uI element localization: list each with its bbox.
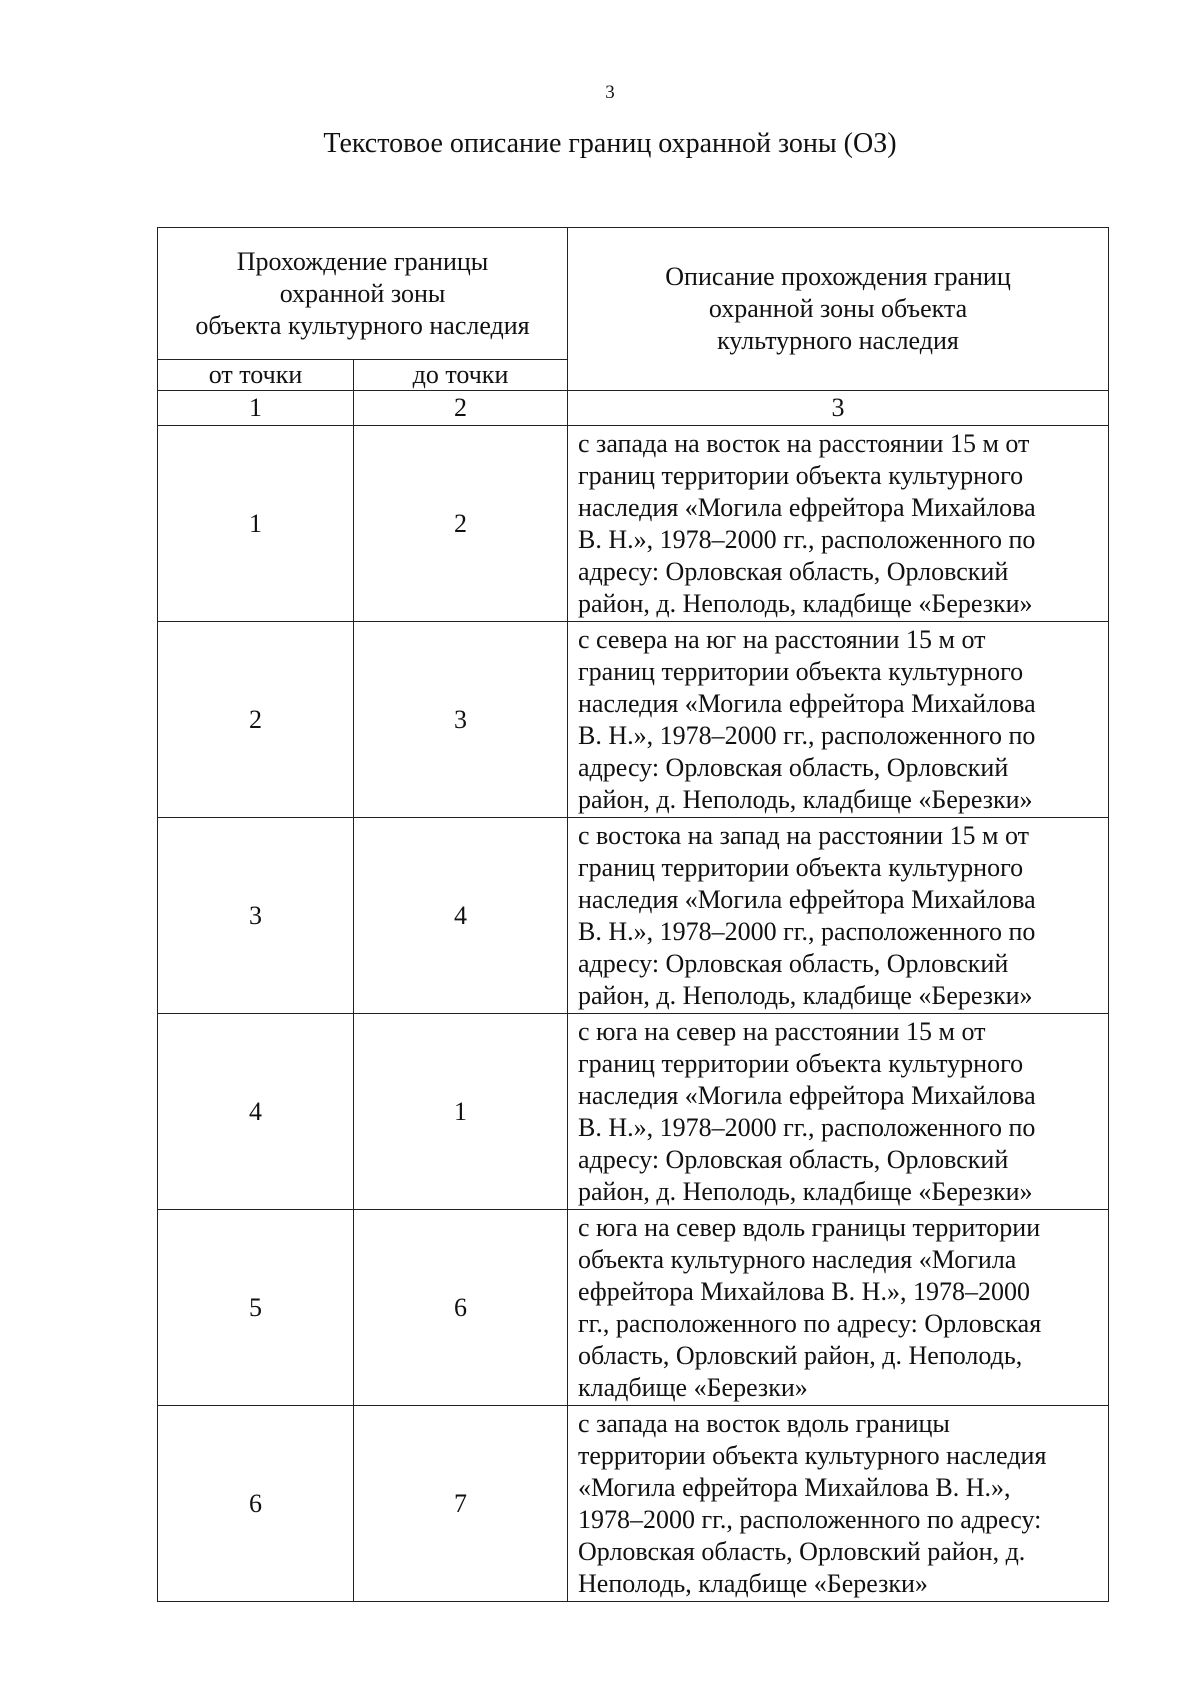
table-row	[158, 1406, 1109, 1602]
boundary-table	[157, 227, 1109, 1602]
table-row	[158, 818, 1109, 1014]
description-line: границ территории объекта культурного	[578, 1049, 1024, 1078]
description-line: 1978–2000 гг., расположенного по адресу:	[578, 1505, 1042, 1534]
header-boundary-passage	[158, 228, 568, 360]
description-line: наследия «Могила ефрейтора Михайлова	[578, 689, 1036, 718]
header-group-line-3: объекта культурного наследия	[195, 310, 530, 340]
description-line: Неполодь, кладбище «Березки»	[578, 1569, 928, 1598]
description-cell	[568, 818, 1109, 1014]
to-point-cell: 3	[354, 622, 568, 818]
table-row	[158, 622, 1109, 818]
table-row	[158, 1210, 1109, 1406]
from-point-cell: 6	[158, 1406, 354, 1602]
to-point-cell: 2	[354, 426, 568, 622]
description-line: гг., расположенного по адресу: Орловская	[578, 1309, 1042, 1338]
description-line: с запада на восток вдоль границы	[578, 1409, 950, 1438]
description-line: В. Н.», 1978–2000 гг., расположенного по	[578, 1113, 1036, 1142]
description-line: наследия «Могила ефрейтора Михайлова	[578, 1081, 1036, 1110]
description-cell	[568, 1210, 1109, 1406]
description-line: В. Н.», 1978–2000 гг., расположенного по	[578, 917, 1036, 946]
description-line: район, д. Неполодь, кладбище «Березки»	[578, 981, 1033, 1010]
description-cell	[568, 426, 1109, 622]
description-line: В. Н.», 1978–2000 гг., расположенного по	[578, 525, 1036, 554]
header-group-line-2: охранной зоны	[279, 278, 446, 308]
header-desc-line-3: культурного наследия	[717, 326, 959, 355]
column-number-1: 1	[158, 391, 354, 426]
header-to-point: до точки	[354, 360, 568, 391]
description-line: наследия «Могила ефрейтора Михайлова	[578, 493, 1036, 522]
description-line: район, д. Неполодь, кладбище «Березки»	[578, 785, 1033, 814]
header-description	[568, 228, 1109, 391]
description-line: границ территории объекта культурного	[578, 461, 1024, 490]
to-point-cell: 4	[354, 818, 568, 1014]
description-line: территории объекта культурного наследия	[578, 1441, 1047, 1470]
description-line: адресу: Орловская область, Орловский	[578, 1145, 1009, 1174]
description-line: наследия «Могила ефрейтора Михайлова	[578, 885, 1036, 914]
page-title: Текстовое описание границ охранной зоны (ОЗ)	[323, 128, 897, 159]
to-point-cell: 1	[354, 1014, 568, 1210]
description-line: с запада на восток на расстоянии 15 м от	[578, 429, 1030, 458]
description-line: «Могила ефрейтора Михайлова В. Н.»,	[578, 1473, 1011, 1502]
description-line: ефрейтора Михайлова В. Н.», 1978–2000	[578, 1277, 1030, 1306]
description-cell	[568, 622, 1109, 818]
description-line: адресу: Орловская область, Орловский	[578, 949, 1009, 978]
from-point-cell: 5	[158, 1210, 354, 1406]
description-line: адресу: Орловская область, Орловский	[578, 557, 1009, 586]
from-point-cell: 4	[158, 1014, 354, 1210]
from-point-cell: 1	[158, 426, 354, 622]
description-line: границ территории объекта культурного	[578, 853, 1024, 882]
from-point-cell: 2	[158, 622, 354, 818]
description-line: район, д. Неполодь, кладбище «Березки»	[578, 589, 1033, 618]
table-row	[158, 1014, 1109, 1210]
description-cell	[568, 1014, 1109, 1210]
to-point-cell: 6	[354, 1210, 568, 1406]
column-number-2: 2	[354, 391, 568, 426]
description-line: В. Н.», 1978–2000 гг., расположенного по	[578, 721, 1036, 750]
header-desc-line-2: охранной зоны объекта	[708, 294, 968, 323]
header-desc-line-1: Описание прохождения границ	[665, 262, 1011, 291]
description-line: Орловская область, Орловский район, д.	[578, 1537, 1026, 1566]
description-line: объекта культурного наследия «Могила	[578, 1245, 1017, 1274]
description-line: с севера на юг на расстоянии 15 м от	[578, 625, 986, 654]
description-cell	[568, 1406, 1109, 1602]
description-line: адресу: Орловская область, Орловский	[578, 753, 1009, 782]
column-number-3: 3	[568, 391, 1109, 426]
description-line: кладбище «Березки»	[578, 1373, 808, 1402]
description-line: область, Орловский район, д. Неполодь,	[578, 1341, 1023, 1370]
header-group-line-1: Прохождение границы	[236, 246, 489, 276]
description-line: район, д. Неполодь, кладбище «Березки»	[578, 1177, 1033, 1206]
description-line: с юга на север на расстоянии 15 м от	[578, 1017, 986, 1046]
header-from-point: от точки	[158, 360, 354, 391]
page-number: 3	[605, 82, 615, 103]
description-line: с востока на запад на расстоянии 15 м от	[578, 821, 1030, 850]
description-line: с юга на север вдоль границы территории	[578, 1213, 1041, 1242]
description-line: границ территории объекта культурного	[578, 657, 1024, 686]
table-row	[158, 426, 1109, 622]
to-point-cell: 7	[354, 1406, 568, 1602]
from-point-cell: 3	[158, 818, 354, 1014]
